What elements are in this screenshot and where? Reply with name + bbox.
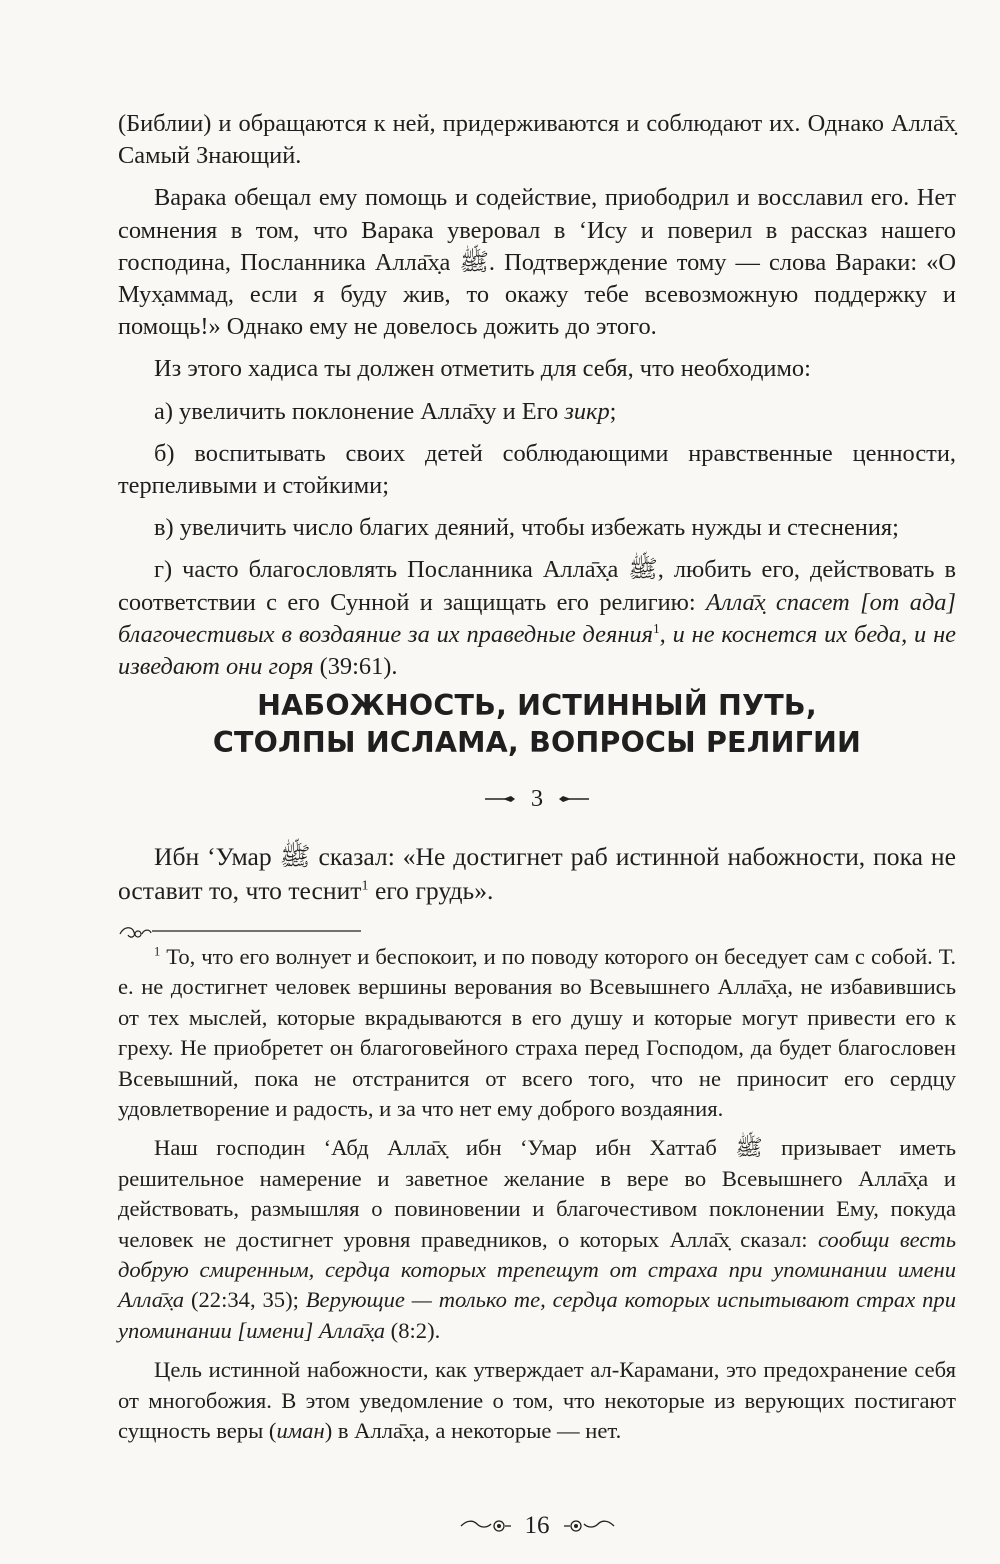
list-item-c: в) увеличить число благих деяний, чтобы избежать нужды и стеснения; — [154, 514, 899, 542]
paragraph-continuation: (Библии) и обращаются к ней, придерживаются и соблюдают их. Однако Алла̄х̣ Самый Знающий. — [118, 110, 956, 170]
top-text — [118, 108, 956, 683]
hadith-number-row — [118, 785, 956, 813]
list-item-a: а) увеличить поклонение Алла̄х̣у и Его зикр; — [154, 397, 617, 425]
commentary-paragraph-2: Цель истинной набожности, как утверждает ал-Карамани, это предохранение себя от многобожия. В этом уведомление о том, что некоторые из верующих постигают сущность веры (иман) в Алла̄х̣а, а некоторые — нет. — [118, 1357, 956, 1444]
hadith-text — [118, 840, 956, 907]
paragraph-waraka: Варака обещал ему помощь и содействие, приободрил и восславил его. Нет сомнения в том, что Варака уверовал в ‘Ису и поверил в рассказ нашего господина, Посланника Алла̄х̣а ﷺ. Подтверждение тому — слова Вараки: «О Мух̣аммад, если я буду жив, то окажу тебе всевозможную поддержку и помощь!» Однако ему не довелось дожить до этого. — [118, 184, 956, 341]
page-footer — [118, 1512, 956, 1540]
page-number: 16 — [524, 1512, 550, 1539]
commentary-paragraph-1: Наш господин ‘Абд Алла̄х̣ ибн ‘Умар ибн Хаттаб ﷺ призывает иметь решительное намерение и заветное желание в вере во Всевышнего Алла̄х̣а и действовать, размышляя о повиновении и благочестивом поклонении Ему, покуда человек не достигнет уровня праведников, о которых Алла̄х̣ сказал: сообщи весть добрую смиренным, сердца которых трепещут от страха при упоминании имени Алла̄х̣а (22:34, 35); Верующие — только те, сердца которых испытывают страх при упоминании [имени] Алла̄х̣а (8:2). — [118, 1135, 957, 1343]
list-item-b: б) воспитывать своих детей соблюдающими нравственные ценности, терпеливыми и стойкими; — [118, 439, 956, 500]
footer-ornament-right-icon — [564, 1517, 616, 1535]
footer-ornament-left-icon — [459, 1517, 511, 1535]
section-title-line-1: НАБОЖНОСТЬ, ИСТИННЫЙ ПУТЬ, — [257, 689, 817, 722]
footnote-block — [118, 942, 956, 1447]
section-title — [118, 687, 956, 761]
paragraph-lessons-intro: Из этого хадиса ты должен отметить для себя, что необходимо: — [154, 355, 811, 383]
hadith-paragraph: Ибн ‘Умар ﷺ сказал: «Не достигнет раб истинной набожности, пока не оставит то, что теснит$^1$ его грудь». — [118, 842, 956, 905]
list-item-g: г) часто благословлять Посланника Алла̄х̣а ﷺ, любить его, действовать в соответствии с его Сунной и защищать его религию: Алла̄х̣ спасет [от ада] благочестивых в воздаяние за их праведные деяния$^1$, и не коснется их беда, и не изведают они горя (39:61). — [118, 556, 956, 681]
ornament-left-icon — [485, 794, 515, 804]
ornament-right-icon — [559, 794, 589, 804]
section-title-line-2: СТОЛПЫ ИСЛАМА, ВОПРОСЫ РЕЛИГИИ — [212, 726, 862, 759]
hadith-number: 3 — [530, 785, 544, 812]
footnote-1: $^1$ То, что его волнует и беспокоит, и по поводу которого он беседует сам с собой. Т. е. не достигнет человек вершины верования во Всевышнего Алла̄х̣а, не избавившись от тех мыслей, которые вкрадываются в его душу и которые могут привести его к греху. Не приобретет он благоговейного страха перед Господом, да будет благословен Всевышний, пока не отстранится от всего того, что не приносит его сердцу удовлетворение и радость, и за что нет ему доброго воздаяния. — [118, 944, 956, 1122]
